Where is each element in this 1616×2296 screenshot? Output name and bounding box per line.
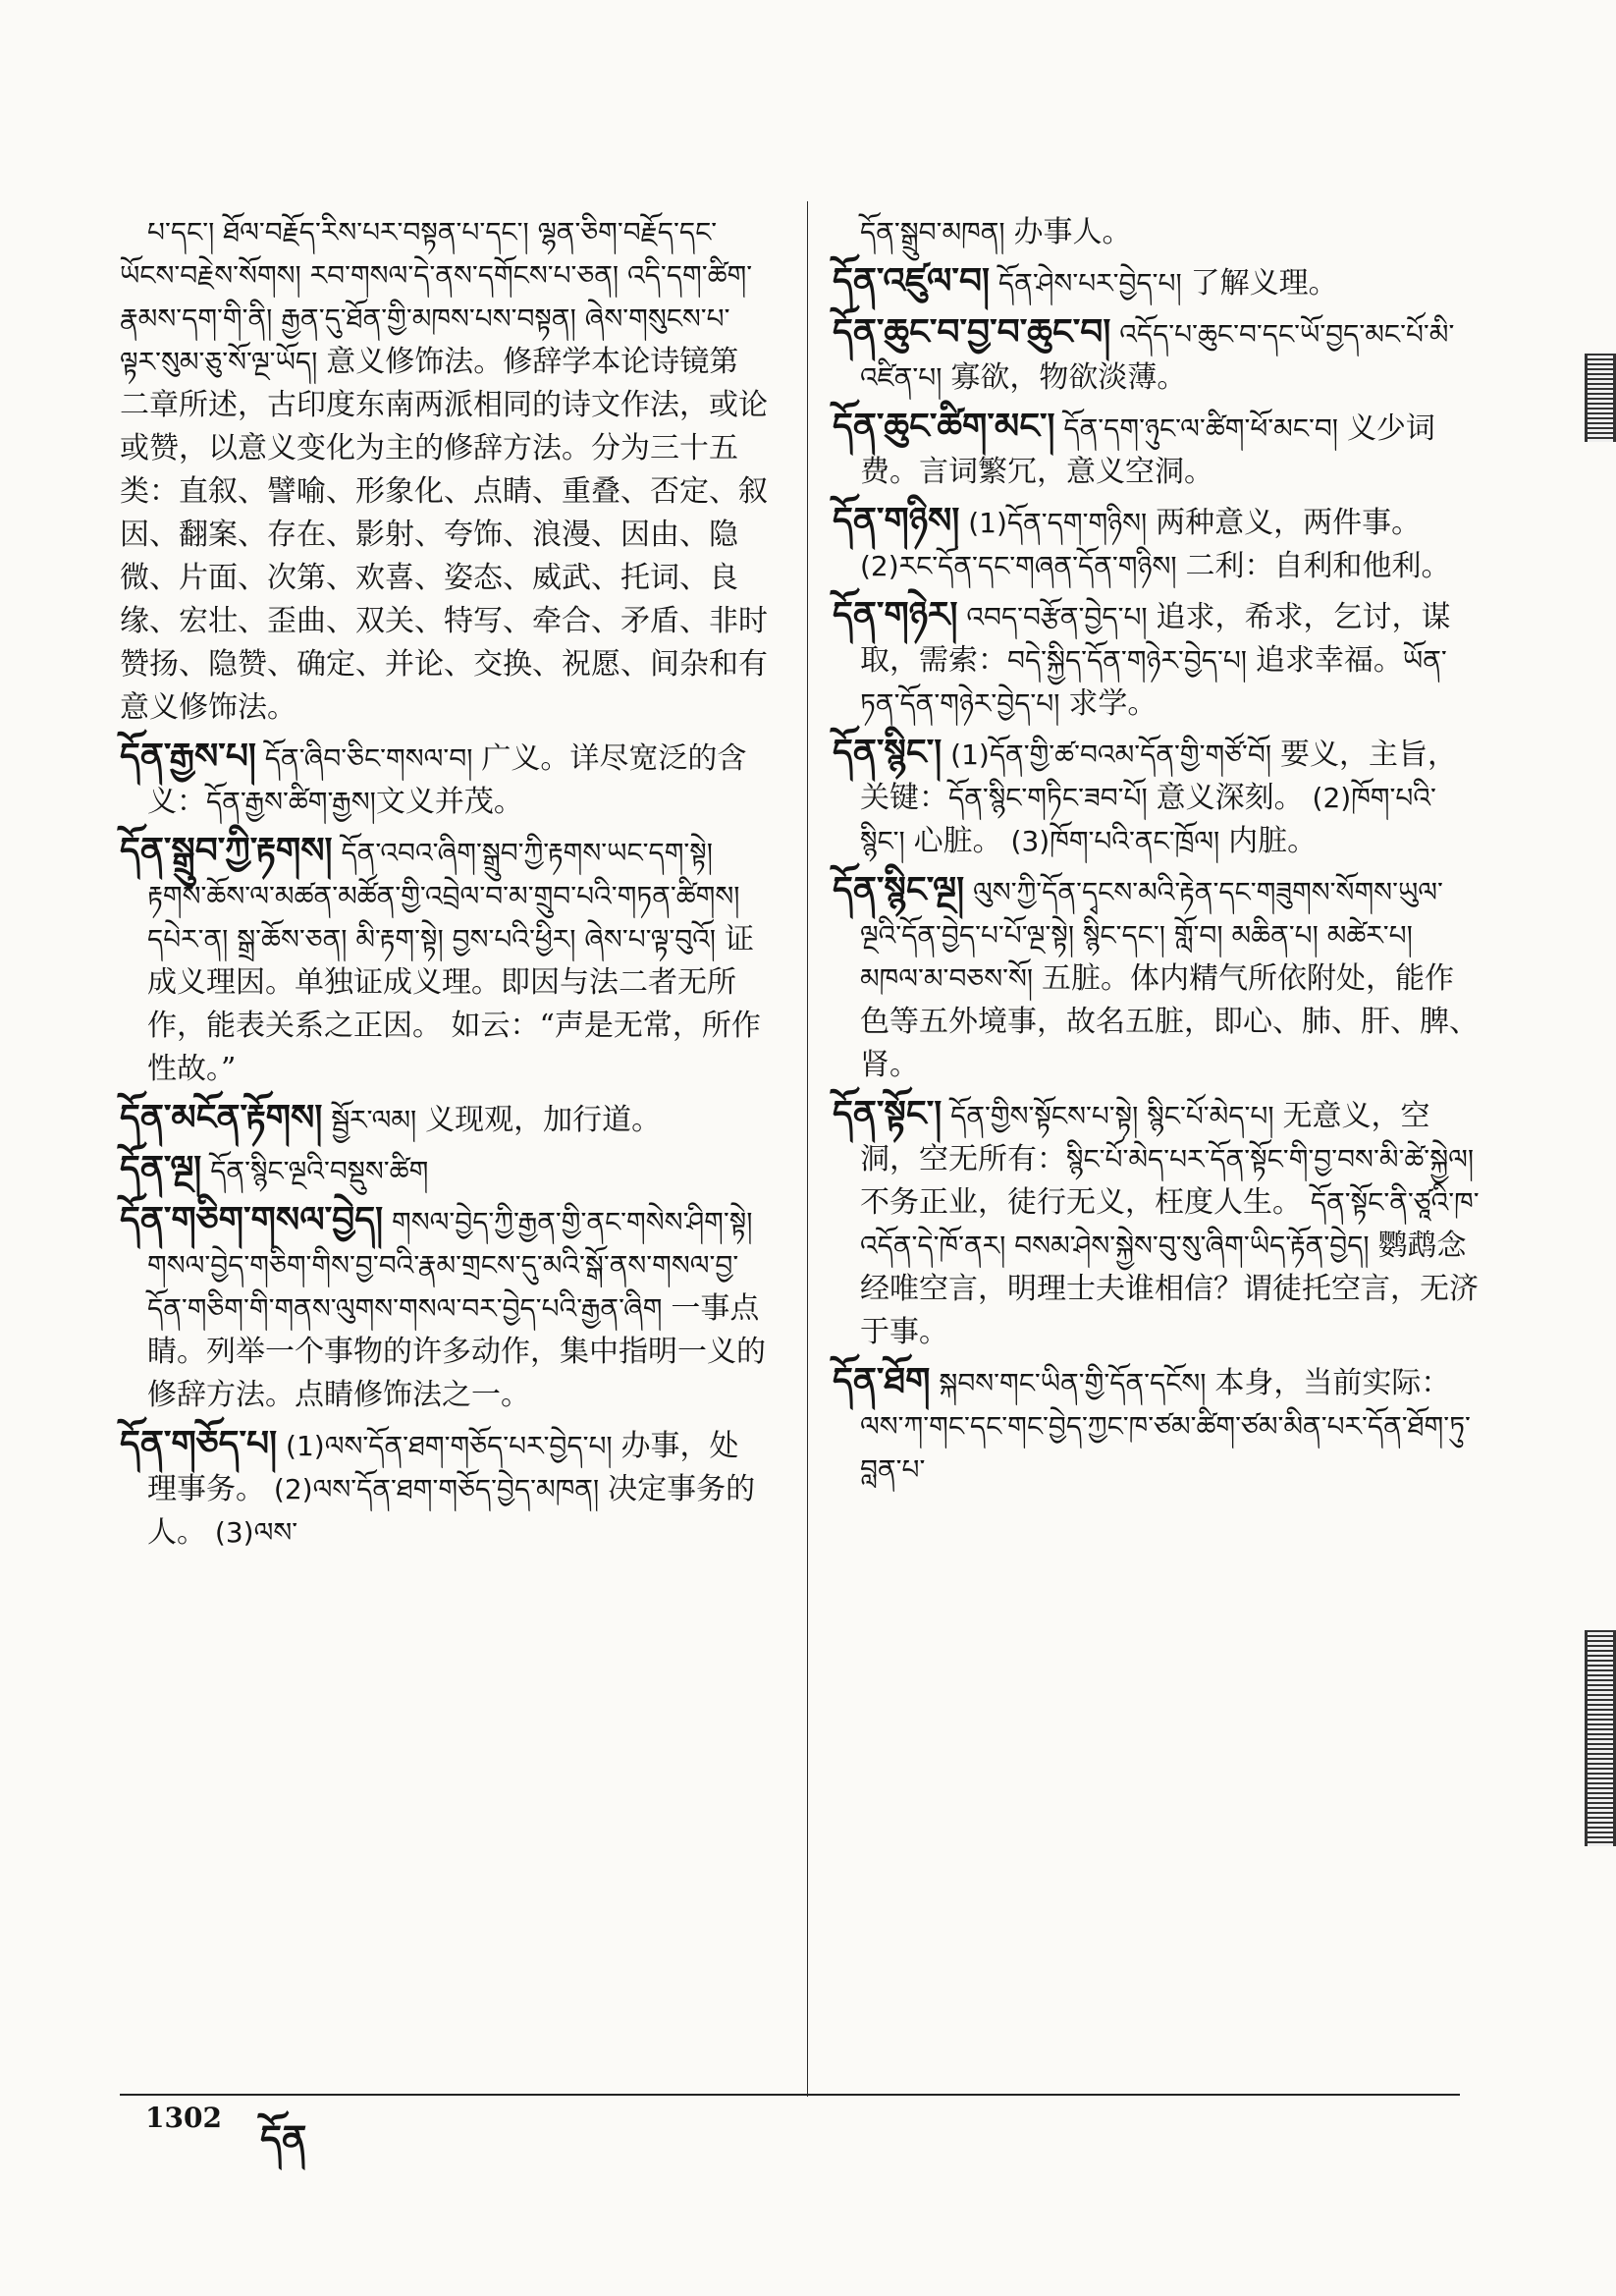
entry-headword: དོན་སྟོང་། — [833, 1094, 943, 1134]
running-head: དོན — [260, 2117, 307, 2160]
entry-tibetan-text: དོན་དག་ཉུང་ལ་ཚིག་ཕོ་མང་བ། — [1054, 412, 1347, 445]
entry-chinese-definition: 求学。 — [1068, 686, 1158, 721]
entry-chinese-definition: 本身，当前实际： — [1214, 1366, 1451, 1400]
entry-tibetan-text: (3)ཁོག་པའི་ནང་ཁྲོལ། — [1001, 825, 1229, 857]
entry-tibetan-text: ཡོན་ཏན་དོན་གཉེར་བྱེད་པ། — [860, 644, 1447, 720]
dictionary-entry — [833, 406, 1481, 494]
entry-chinese-definition: 二利：自利和他利。 — [1185, 549, 1451, 583]
left-column — [120, 211, 768, 1560]
entry-chinese-definition: 不务正业，徒行无义，枉度人生。 — [860, 1185, 1302, 1220]
entry-chinese-definition: 内脏。 — [1228, 824, 1318, 858]
dictionary-entry — [833, 311, 1481, 400]
footer-rule — [120, 2094, 1460, 2096]
entry-headword: དོན་གཉིས། — [833, 501, 960, 541]
entry-tibetan-text: དོན་ཤེས་པར་བྱེད་པ། — [990, 267, 1191, 300]
dictionary-entry — [120, 1097, 768, 1142]
entry-headword: དོན་སྙིང་ལྔ། — [833, 870, 965, 910]
entry-chinese-definition: 广义。详尽宽泛的含义： — [147, 741, 747, 819]
entry-tibetan-text: དོན་སྒྲུབ་མཁན། — [860, 216, 1014, 248]
entry-tibetan-text: དོན་འབའ་ཞིག་སྒྲུབ་ཀྱི་རྟགས་ཡང་དག་སྟེ། རྟགས་ཆོས་ལ་མཚན་མཚོན་གྱི་འབྲེལ་བ་མ་གྲུབ་པའི་གཏན་ཚིགས། དཔེར་ན། སྒྲ་ཆོས་ཅན། མི་རྟག་སྟེ། བྱས་པའི་ཕྱིར། ཞེས་པ་ལྟ་བུའོ། — [147, 837, 740, 956]
entry-chinese-definition: 无意义，空洞，空无所有： — [860, 1099, 1430, 1176]
entry-headword: དོན་གཉེར། — [833, 595, 958, 635]
entry-chinese-definition: 文义并茂。 — [375, 785, 523, 819]
dictionary-entry — [120, 211, 768, 730]
entry-chinese-definition: 办事人。 — [1013, 215, 1132, 249]
entry-headword: དོན་སྙིང་། — [833, 733, 943, 773]
entry-chinese-definition: 追求幸福。 — [1255, 643, 1403, 678]
entry-headword: དོན་འཛུལ་བ། — [833, 261, 991, 301]
right-column — [833, 211, 1481, 1498]
entry-tibetan-text: སྦྱོར་ལམ། — [322, 1104, 426, 1136]
entry-chinese-definition: 意义修饰法。修辞学本论诗镜第二章所述，古印度东南两派相同的诗文作法，或论或赞，以意义变化为主的修辞方法。分为三十五类：直叙、譬喻、形象化、点睛、重叠、否定、叙因、翻案、存在、影射、夸饰、浪漫、因由、隐微、片面、次第、欢喜、姿态、威武、托词、良缘、宏壮、歪曲、双关、特写、牵合、矛盾、非时赞扬、隐赞、确定、并论、交换、祝愿、间杂和有意义修饰法。 — [120, 345, 768, 725]
dictionary-entry — [833, 500, 1481, 588]
binding-strip-top — [1585, 354, 1616, 442]
entry-tibetan-text: སྙིང་པོ་མེད་པར་དོན་སྟོང་གི་བྱ་བས་མི་ཚེ་སྐྱེལ། — [1066, 1143, 1475, 1175]
dictionary-entry — [120, 736, 768, 824]
dictionary-entry — [833, 211, 1481, 254]
dictionary-entry — [833, 1360, 1481, 1492]
entry-tibetan-text: (2)ཁོག་པའི་སྙིང་། — [860, 782, 1436, 857]
dictionary-entry — [120, 1148, 768, 1193]
entry-tibetan-text: གསལ་བྱེད་ཀྱི་རྒྱན་གྱི་ནང་གསེས་ཤིག་སྟེ། གསལ་བྱེད་གཅིག་གིས་བྱ་བའི་རྣམ་གྲངས་དུ་མའི་སྒོ་ནས་གསལ་བྱ་དོན་གཅིག་གི་གནས་ལུགས་གསལ་བར་བྱེད་པའི་རྒྱན་ཞིག — [147, 1206, 753, 1325]
entry-headword: དོན་ཆུང་ཚིག་མང་། — [833, 407, 1055, 447]
dictionary-entry — [833, 869, 1481, 1087]
entry-headword: དོན་རྒྱས་པ། — [120, 737, 256, 777]
entry-tibetan-text: དོན་སྙིང་གཏིང་ཟབ་པོ། — [948, 782, 1157, 814]
entry-headword: དོན་མངོན་རྟོགས། — [120, 1098, 323, 1138]
entry-chinese-definition: 决定事务的人。 — [147, 1472, 756, 1550]
entry-chinese-definition: 证成义理因。单独证成义理。即因与法二者无所作，能表关系之正因。 如云：“声是无常，所作性故。” — [147, 922, 761, 1086]
entry-headword: དོན་ལྔ། — [120, 1149, 202, 1189]
entry-tibetan-text: བདེ་སྐྱིད་དོན་གཉེར་བྱེད་པ། — [1007, 644, 1256, 677]
entry-chinese-definition: 义现观，加行道。 — [425, 1103, 662, 1137]
entry-chinese-definition: 心脏。 — [913, 824, 1002, 858]
entry-tibetan-text: འདོད་པ་ཆུང་བ་དང་ཡོ་བྱད་མང་པོ་མི་འཛིན་པ། — [860, 318, 1455, 394]
entry-tibetan-text: དོན་ཞིབ་ཅིང་གསལ་བ། — [255, 742, 482, 775]
page-number: 1302 — [145, 2102, 222, 2134]
entry-tibetan-text: དོན་སྙིང་ལྔའི་བསྡུས་ཚིག — [201, 1155, 429, 1187]
entry-tibetan-text: དོན་སྟོང་ནི་ཙཱའི་ཁ་འདོན་དེ་ཁོ་ནར། བསམ་ཤེས་སྐྱེས་བུ་སུ་ཞིག་ཡིད་རྟོན་བྱེད། — [860, 1186, 1480, 1262]
entry-headword: དོན་ཐོག — [833, 1361, 931, 1401]
entry-tibetan-text: སྐབས་གང་ཡིན་གྱི་དོན་དངོས། — [930, 1367, 1215, 1399]
entry-tibetan-text: འབད་བརྩོན་བྱེད་པ། — [957, 601, 1157, 633]
entry-chinese-definition: 追求，希求，乞讨，谋取，需索： — [860, 600, 1451, 678]
entry-chinese-definition: 鹦鹉念经唯空言，明理士夫谁相信？谓徒托空言，无济于事。 — [860, 1229, 1479, 1349]
binding-strip-bottom — [1585, 1630, 1616, 1846]
entry-tibetan-text: (1)དོན་གྱི་ཚ་བའམ་དོན་གྱི་གཙོ་བོ། — [942, 738, 1280, 771]
entry-chinese-definition: 要义，主旨，关键： — [860, 738, 1457, 815]
entry-headword: དོན་གཅིག་གསལ་བྱེད། — [120, 1200, 384, 1240]
dictionary-entry — [833, 594, 1481, 726]
column-divider — [807, 201, 808, 2097]
entry-tibetan-text: (2)རང་དོན་དང་གཞན་དོན་གཉིས། — [860, 550, 1186, 582]
entry-tibetan-text: པ་དང་། ཐོལ་བརྗོད་རིས་པར་བསྟན་པ་དང་། ལྷན་ཅིག་བརྗོད་དང་ཡོངས་བརྗེས་སོགས། རབ་གསལ་དེ་ནས་དགོངས་པ་ཅན། འདི་དག་ཚིག་རྣམས་དག་གི་ནི། རྒྱན་དུ་ཐོན་གྱི་མཁས་པས་བསྟན། ཞེས་གསུངས་པ་ལྟར་སུམ་ཅུ་སོ་ལྔ་ཡོད། — [120, 216, 753, 378]
entry-chinese-definition: 办事，处理事务。 — [147, 1429, 739, 1506]
entry-tibetan-text: དོན་གྱིས་སྟོངས་པ་སྟེ། སྙིང་པོ་མེད་པ། — [942, 1100, 1283, 1132]
entry-tibetan-text: (3)ལས་ — [206, 1516, 298, 1549]
dictionary-entry — [120, 830, 768, 1091]
entry-chinese-definition: 两种意义，两件事。 — [1156, 506, 1422, 540]
dictionary-entry — [833, 1093, 1481, 1354]
entry-headword: དོན་གཅོད་པ། — [120, 1424, 278, 1464]
entry-tibetan-text: ལས་ཀ་གང་དང་གང་བྱེད་ཀྱང་ཁ་ཙམ་ཚིག་ཙམ་མིན་པར་དོན་ཐོག་ཏུ་བླན་པ་ — [860, 1410, 1471, 1486]
entry-tibetan-text: (1)ལས་དོན་ཐག་གཅོད་པར་བྱེད་པ། — [277, 1430, 621, 1462]
dictionary-entry — [120, 1423, 768, 1555]
entry-chinese-definition: 寡欲，物欲淡薄。 — [950, 360, 1187, 395]
entry-chinese-definition: 一事点睛。列举一个事物的许多动作，集中指明一义的修辞方法。点睛修饰法之一。 — [147, 1291, 766, 1412]
entry-chinese-definition: 义少词费。言词繁冗，意义空洞。 — [860, 411, 1435, 489]
entry-tibetan-text: (1)དོན་དག་གཉིས། — [959, 507, 1157, 539]
entry-headword: དོན་སྒྲུབ་ཀྱི་རྟགས། — [120, 831, 333, 871]
entry-chinese-definition: 了解义理。 — [1190, 266, 1338, 301]
dictionary-entry — [120, 1199, 768, 1417]
entry-tibetan-text: (2)ལས་དོན་ཐག་གཅོད་བྱེད་མཁན། — [265, 1473, 609, 1505]
entry-tibetan-text: དོན་རྒྱས་ཚིག་རྒྱས། — [206, 786, 376, 818]
dictionary-entry — [833, 260, 1481, 305]
dictionary-entry — [833, 732, 1481, 863]
entry-chinese-definition: 意义深刻。 — [1156, 781, 1304, 815]
entry-chinese-definition: 五脏。体内精气所依附处，能作色等五外境事，故名五脏，即心、肺、肝、脾、肾。 — [860, 961, 1479, 1082]
entry-tibetan-text: ལུས་ཀྱི་དོན་དྭངས་མའི་རྟེན་དང་གཟུགས་སོགས་ཡུལ་ལྔའི་དོན་བྱེད་པ་པོ་ལྔ་སྟེ། སྙིང་དང་། གློ་བ། མཆིན་པ། མཚེར་པ། མཁལ་མ་བཅས་སོ། — [860, 876, 1443, 995]
entry-headword: དོན་ཆུང་བ་བྱ་བ་ཆུང་བ། — [833, 312, 1111, 353]
